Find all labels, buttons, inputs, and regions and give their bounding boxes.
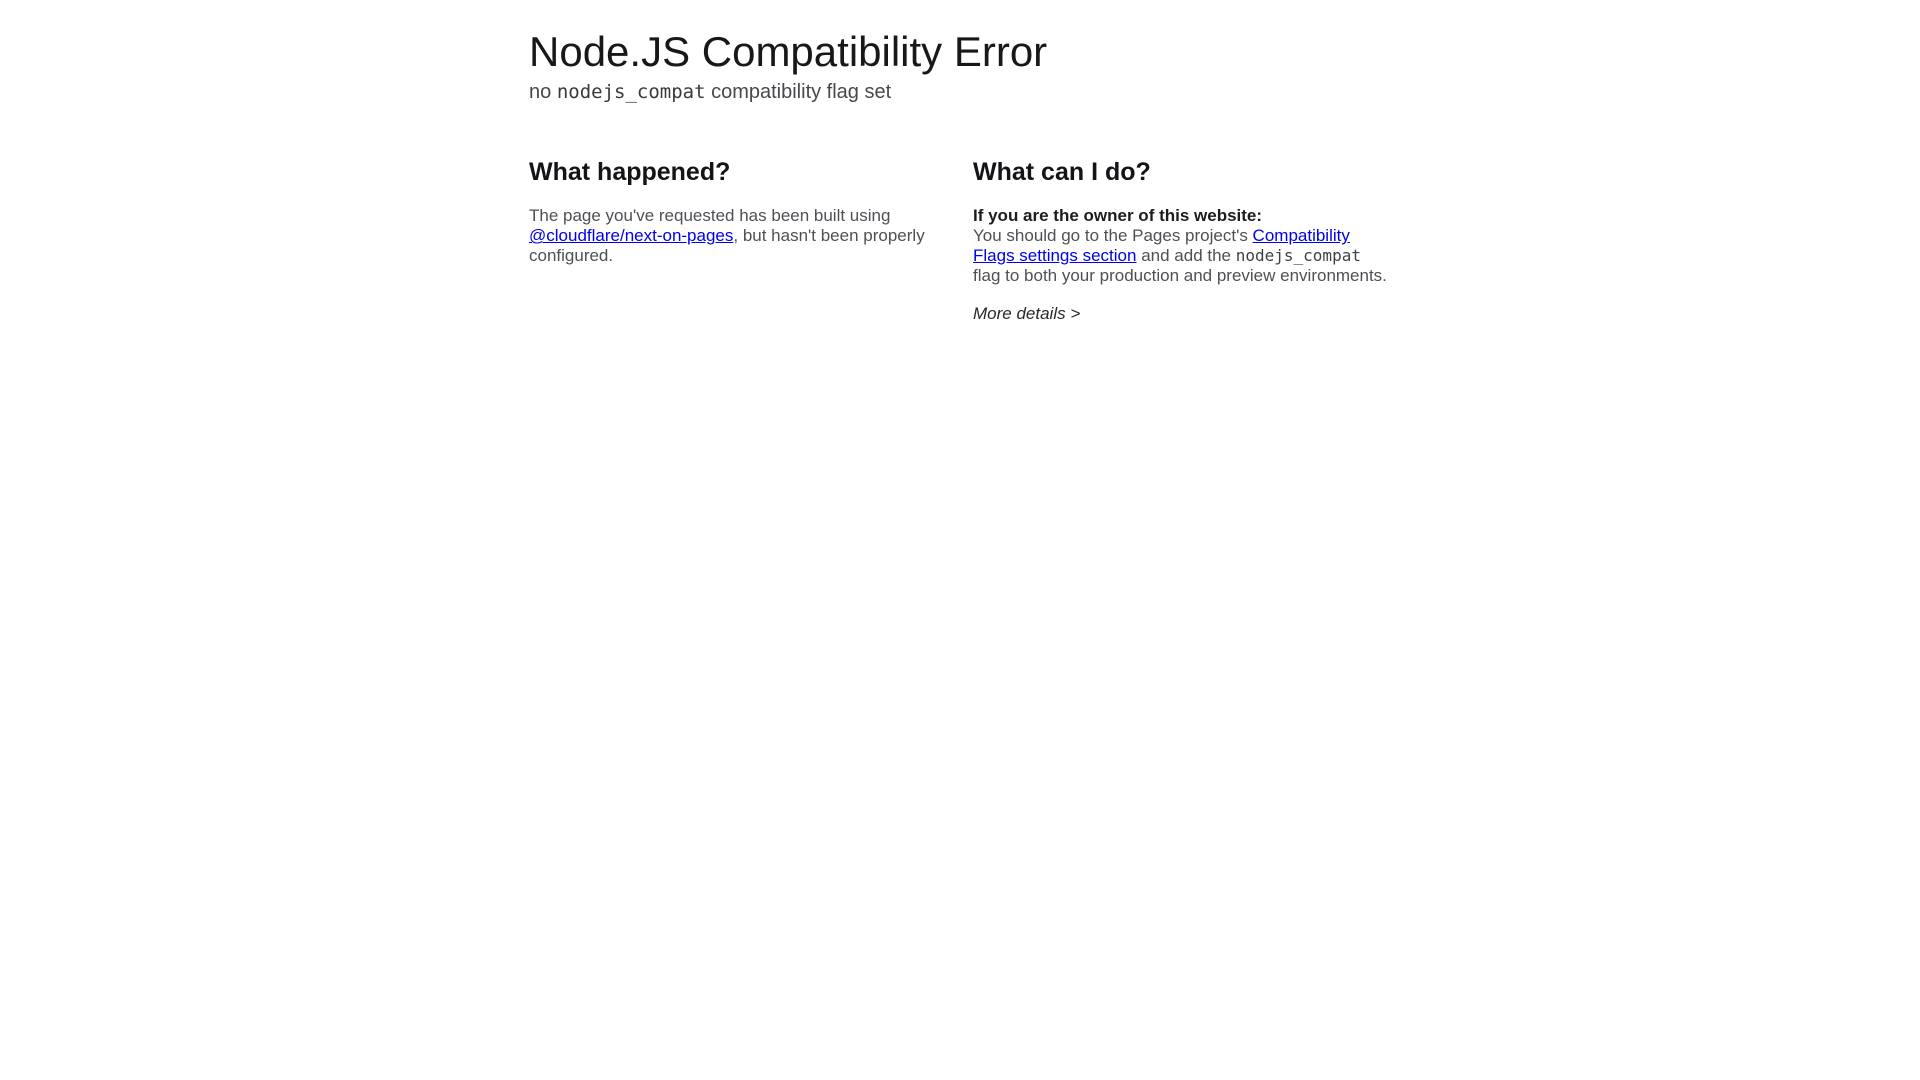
compatibility-flags-link[interactable]: Compatibility Flags settings section	[973, 226, 1350, 266]
what-can-i-do-heading: What can I do?	[973, 158, 1151, 187]
what-happened-text-before: The page you've requested has been built using	[529, 206, 891, 226]
fix-text-before: You should go to the Pages project's	[973, 226, 1253, 246]
what-can-i-do-section	[973, 158, 1391, 324]
error-page	[529, 0, 1391, 324]
what-happened-paragraph	[529, 206, 947, 266]
owner-intro: If you are the owner of this website:	[973, 206, 1263, 226]
subtitle-suffix: compatibility flag set	[705, 81, 892, 104]
more-details-link[interactable]: More details >	[973, 304, 1081, 324]
nodejs-compat-code: nodejs_compat	[556, 81, 706, 104]
fix-instructions-paragraph	[973, 226, 1391, 286]
next-on-pages-link[interactable]: @cloudflare/next-on-pages	[529, 226, 734, 246]
page-title: Node.JS Compatibility Error	[529, 28, 1048, 75]
page-subtitle	[529, 79, 1391, 105]
nodejs-compat-inline-code: nodejs_compat	[1235, 246, 1361, 266]
what-happened-text-after: , but hasn't been properly configured.	[529, 226, 925, 266]
what-happened-heading: What happened?	[529, 158, 731, 187]
content-columns	[529, 158, 1391, 324]
fix-text-after: flag to both your production and preview environments.	[973, 266, 1387, 286]
what-happened-section	[529, 158, 947, 324]
subtitle-prefix: no	[529, 81, 557, 104]
fix-text-middle: and add the	[1136, 246, 1236, 266]
more-details	[973, 304, 1391, 324]
